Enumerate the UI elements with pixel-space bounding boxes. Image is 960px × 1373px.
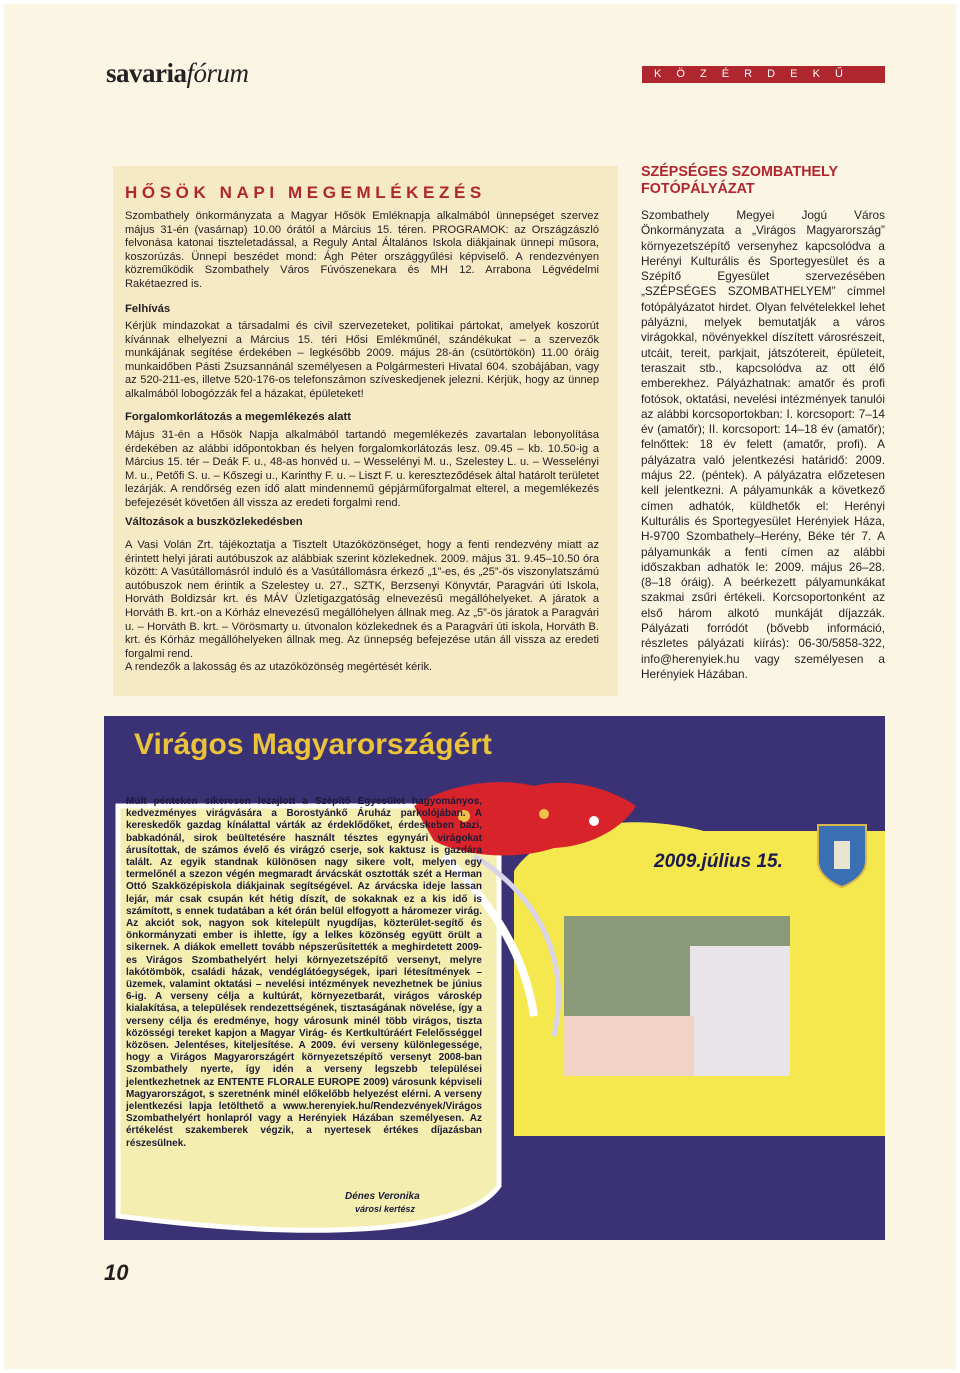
section-label: K Ö Z É R D E K Ű — [642, 66, 885, 83]
masthead-brand: savaria — [106, 58, 187, 88]
article-intro: Szombathely önkormányzata a Magyar Hősök Emléknapja alkalmából ünnepséget szervez május 31-én (vasárnap) 10.00 órától a Március 15. téren. PROGRAMOK: az Országzászló felvonása katonai tiszteletadással, a Reguly Antal Általános Iskola diákjainak ünnepi műsora, koszorúzás. Ünnepi beszédet mond: Ágh Péter országgyűlési képviselő. A rendezvényen közreműködik Szombathely Város Fúvószenekara és MH 12. Arrabona Légvédelmi Rakétaezred is. — [125, 210, 599, 290]
sidebar-body: Szombathely Megyei Jogú Város Önkormányzata a „Virágos Magyarország” környezetszépítő versenyhez kapcsolódva a Herényi Kulturális és Sportegyesület és a Szépítő Egyesület szervezésében „SZÉPSÉGES SZOMBATHELYEM” címmel fotópályázatot hirdet. Olyan felvételekkel lehet pályázni, melyek bemutatják a város virágokkal, növényekkel díszített városrészeit, utcáit, tereit, parkjait, játszótereit, épületeit, teraszait stb., kapcsolódva az ott élő emberekhez. Pályázhatnak: amatőr és profi fotósok, oktatási, nevelési intézmények tanulói az alábbi korcsoportokban: I. korcsoport: 7–14 év (amatőr); II. korcsoport: 14–18 év (amatőr); felnőttek: 18 év felett (amatőr, profi). A pályázatra való jelentkezési határidő: 2009. május 22. (péntek). A pályázatra előzetesen kell jelentkezni. A pályamunkák a következő címen adhatók, küldhetők el: Herényi Kulturális és Sportegyesület Herényiek Háza, H-9700 Szombathely–Herény, Béke tér 7. A pályamunkák a fenti címen az alábbi időszakban adhatók le: 2009. május 26–28. (8–18 óráig). A beérkezett pályamunkákat szakmai zsűri értékeli. Korcsoportonként az első három alkotó munkáját díjazzák. Pályázati forródót (bővebb információ, részletes pályázati kiírás): 06-30/5858-322, info@herenyiek.hu vagy személyesen a Herényiek Házában. — [641, 208, 885, 681]
flyer-text: Múlt pénteken sikeresen lezajlott a Szépítő Egyesület hagyományos, kedvezményes virágvására a Borostyánkő Áruház parkolójában. A kereskedők gazdag kínálattal várták az érdeklődőket, érdeskeben bazi, babkadónál, sirok beültetésére használt tésztes egynyári virágokat árusítottak, de számos évelő és virágzó cserje, sok kaktusz is gazdára talált. Az egyik standnak különösen nagy sikere volt, melyen egy termelőnél a szezon végén megmaradt árvácskát osztották szét a Herman Ottó Szakközépiskola diákjainak segítségével. Az árvácska ideje lassan lejár, már csak csupán két hétig díszít, de sokaknak ez a kis idő is számított, s ennek tudatában a két órán belül elfogyott a háromezer virág. Az akciót sok, nagyon sok kitelepült nyugdíjas, közterület-segítő és önkormányzati ember is ihlette, így a lelkes közönség együtt örült a sikernek. A diákok emellett tovább népszerűsítették a meghirdetett 2009-es Virágos Szombathelyért helyi környezetszépítő versenyt, melyre lakótömbök, családi házak, vendéglátóegységek, ipari létesítmények – üzemek, valamint oktatási – nevelési intézmények nevezhetnek be június 6-ig. A verseny célja a kultúrát, környezetbarát, virágos városkép kialakítása, a települések rendezettségének, tisztaságának növelése, így a verseny célja és eredménye, hogy városunk minél több virágos, tiszta közösségi tereket kapjon a Magyar Virág- és Kertkultúráért Felelősséggel közösen. Jelentéses, kiteljesítése. A 2009. évi verseny különlegessége, hogy a Virágos Magyarországért környezetszépítő versenyt 2008-ban Szombathely nyerte, így idén a verseny legszebb települései jelentkezhetnek az ENTENTE FLORALE EUROPE 2009) városunk képviseli Magyarországot, s szeretnénk minél előkelőbb helyezést elérni. A verseny jelentkezési lapja letölthető a www.herenyiek.hu/Rendezvények/Virágos Szombathelyért honlapról vagy a Herényiek Házában személyesen. Az értékelést szakemberek végzik, a nyertesek értékes díjazásban részesülnek. — [126, 796, 482, 1149]
traffic-text: Május 31-én a Hősök Napja alkalmából tartandó megemlékezés zavartalan lebonyolítása érdekében az alábbi időpontokban és helyen forgalomkorlátozás lesz. 09.45 – kb. 10.50-ig a Március 15. tér – Deák F. u., 48-as honvéd u. – Wesselényi M. u., Szelestey L. u. – Wesselényi M. u., Petőfi S. u. – Kőszegi u., Karinthy F. u. – Liszt F. u. kereszteződések által határolt területet lezárják. A rendőrség ezen idő alatt mindennemű gépjárműforgalmat elterel, a megemlékezés befejezését követően áll vissza az eredeti forgalmi rend. — [125, 429, 599, 509]
flyer-title: Virágos Magyarországért — [134, 728, 492, 761]
bus-closing: A rendezők a lakosság és az utazóközönség megértését kérik. — [125, 661, 433, 673]
sidebar-title-line2: FOTÓPÁLYÁZAT — [641, 181, 755, 197]
bus-heading: Változások a buszközlekedésben — [125, 516, 303, 528]
page-number: 10 — [104, 1260, 129, 1285]
city-crest-icon — [814, 821, 870, 891]
masthead-logo — [106, 56, 249, 90]
call-heading: Felhívás — [125, 303, 171, 315]
call-text: Kérjük mindazokat a társadalmi és civil szervezeteket, politikai pártokat, amelyek koszorút kívánnak elhelyezni a Március 15. téri Hősi Emlékműnél, szándékukat – a szervezők munkájának segítése érdekében – legkésőbb 2009. május 28-án (csütörtökön) 11.00 óráig munkaidőben Pásti Zsuzsannánál személyesen a Polgármesteri Hivatal 604. szobájában, vagy az 520-211-es, illetve 520-176-os telefonszámon szíveskedjenek jelezni. Kérjük, hogy az ünnep alkalmából lobogózzák fel a házakat, épületeket! — [125, 320, 599, 400]
flyer-signature-role: városi kertész — [355, 1204, 416, 1214]
flyer-image — [104, 716, 885, 1240]
sidebar-title-line1: SZÉPSÉGES SZOMBATHELY — [641, 164, 839, 180]
bus-text: A Vasi Volán Zrt. tájékoztatja a Tisztelt Utazóközönséget, hogy a fenti rendezvény miatt az érintett helyi járati autóbuszok az alábbiak szerint közlekednek. 2009. május 31. 9.45–10.50 óra között: A Vasútállomásról induló és a Vasútállomásra érkező „1”-es, és „25”-ös viszonylatszámú autóbuszok nem érintik a Szelestey u. 27., SZTK, Berzsenyi Könyvtár, Paragvári úti Iskola, Horváth Boldizsár krt. és MÁV Üzletigazgatóság elnevezésű megállóhelyeket. A járatok a Horváth B. krt.-on a Kórház elnevezésű megállóhelyen állnak meg. Az „5”-ös járatok a Paragvári u. – Horváth B. krt. – Vörösmarty u. útvonalon közlekednek és a Paragvári úti iskola, Horváth B. krt. és Kórház megállóhelyeken állnak meg. Az ünnepség befejezése után áll vissza az eredeti forgalmi rend. — [125, 539, 599, 660]
traffic-heading: Forgalomkorlátozás a megemlékezés alatt — [125, 411, 352, 423]
flyer-signature-name: Dénes Veronika — [345, 1191, 420, 1202]
masthead-brand-italic: fórum — [186, 58, 249, 88]
flyer-date: 2009.július 15. — [654, 851, 783, 872]
article-title: HŐSÖK NAPI MEGEMLÉKEZÉS — [125, 183, 486, 202]
sidebar-title — [641, 164, 838, 198]
